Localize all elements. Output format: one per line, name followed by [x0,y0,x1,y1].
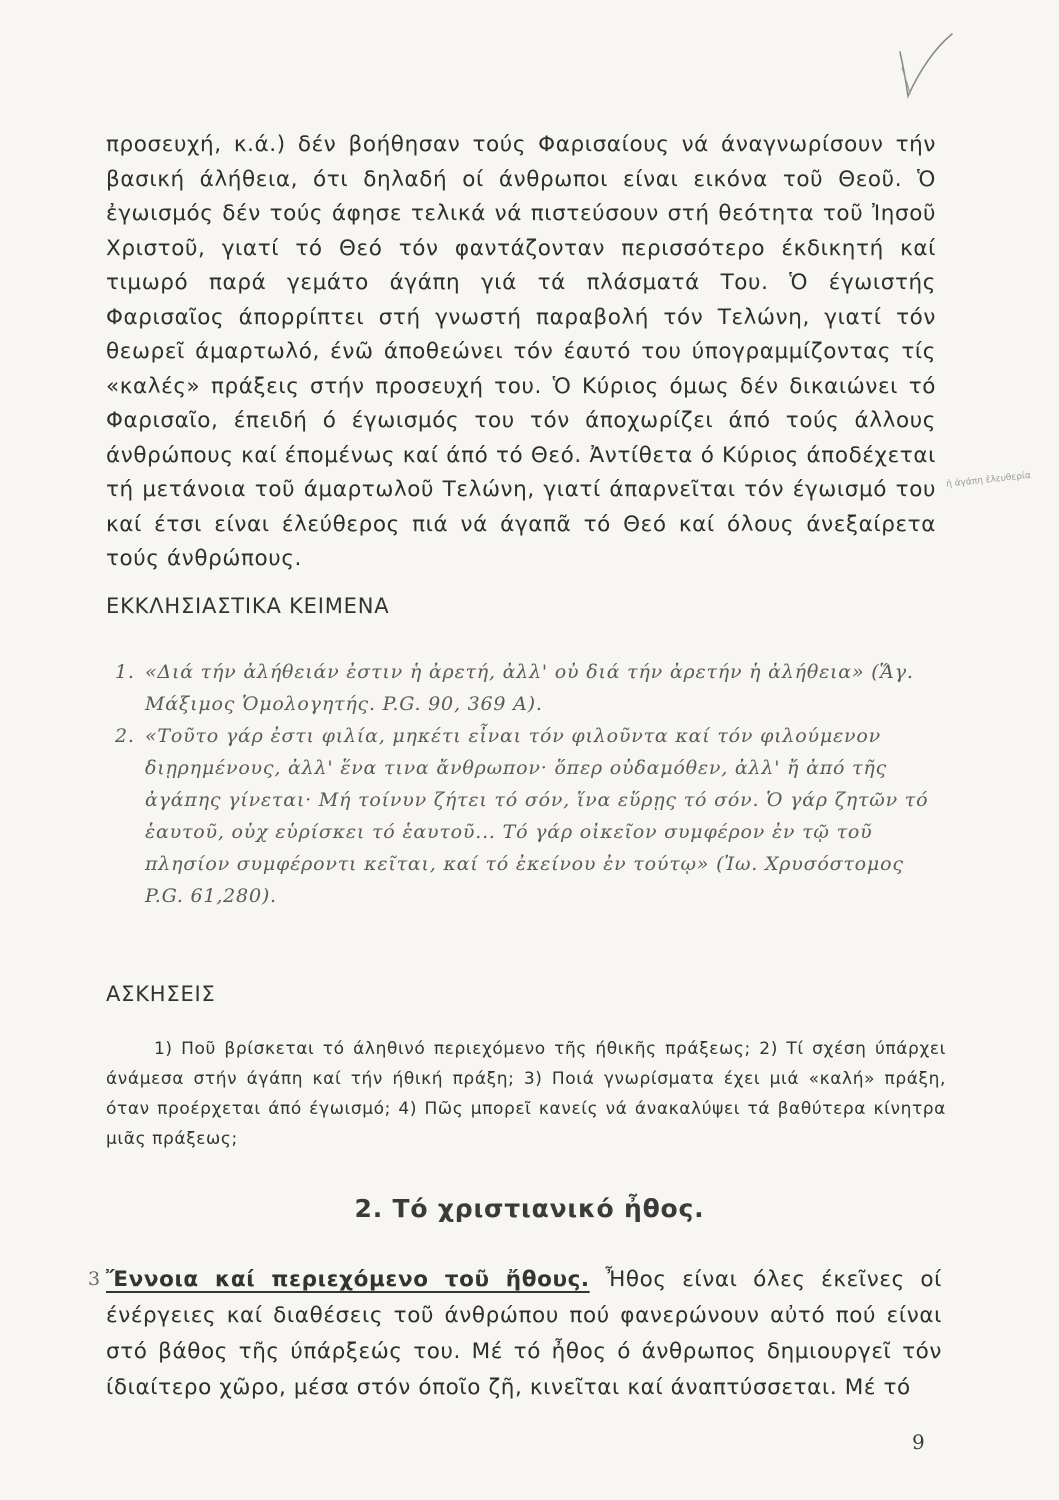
quote-text: «Διά τήν ἀλήθειάν ἐστιν ἡ ἀρετή, ἀλλ' οὐ διά τήν ἀρετήν ἡ ἀλήθεια» (Ἅγ. Μάξιμος Ὁμολογητής. P.G. 90, 369 Α). [145,661,914,715]
quote-number: 1. [115,661,135,683]
ethos-term: Ἔννοια καί περιεχόμενο τοῦ ἤθους. [106,1267,590,1292]
quote-text: «Τοῦτο γάρ ἐστι φιλία, μηκέτι εἶναι τόν φιλοῦντα καί τόν φιλούμενον διῃρημένους, ἀλλ' ἕνα τινα ἄνθρωπον· ὅπερ οὐδαμόθεν, ἀλλ' ἤ ἀπό τῆς ἀγάπης γίνεται· Μή τοίνυν ζήτει τό σόν, ἵνα εὕρῃς τό σόν. Ὁ γάρ ζητῶν τό ἑαυτοῦ, οὐχ εὑρίσκει τό ἑαυτοῦ... Τό γάρ οἰκεῖον συμφέρον ἐν τῷ τοῦ πλησίον συμφέροντι κεῖται, καί τό ἐκείνου ἐν τούτῳ» (Ἰω. Χρυσόστομος P.G. 61,280). [145,725,929,907]
chapter-title: 2. Τό χριστιανικό ἦθος. [354,1194,705,1223]
intro-paragraph: προσευχή, κ.ά.) δέν βοήθησαν τούς Φαρισαίους νά άναγνωρίσουν τήν βασική άλήθεια, ότι δηλαδή οί άνθρωποι είναι εικόνα τοῦ Θεοῦ. Ὁ ἐγωισμός δέν τούς άφησε τελικά νά πιστεύσουν στή θεότητα τοῦ Ἰησοῦ Χριστοῦ, γιατί τό Θεό τόν φαντάζονταν περισσότερο έκδικητή καί τιμωρό παρά γεμάτο άγάπη γιά τά πλάσματά Του. Ὁ έγωιστής Φαρισαῖος άπορρίπτει στή γνωστή παραβολή τόν Τελώνη, γιατί τόν θεωρεῖ άμαρτωλό, ένῶ άποθεώνει τόν έαυτό του ύπογραμμίζοντας τίς «καλές» πράξεις στήν προσευχή του. Ὁ Κύριος όμως δέν δικαιώνει τό Φαρισαῖο, έπειδή ό έγωισμός του τόν άποχωρίζει άπό τούς άλλους άνθρώπους καί έπομένως καί άπό τό Θεό. Ἀντίθετα ό Κύριος άποδέχεται τή μετάνοια τοῦ άμαρτωλοῦ Τελώνη, γιατί άπαρνεῖται τόν έγωισμό του καί έτσι είναι έλεύθερος πιά νά άγαπᾶ τό Θεό καί όλους άνεξαίρετα τούς άνθρώπους. [106,132,936,571]
quote-number: 2. [115,725,135,747]
exercises-heading: ΑΣΚΗΣΕΙΣ [106,982,216,1006]
handwritten-margin-number: 3 [88,1268,101,1290]
checkmark-annotation-icon [890,30,960,100]
church-texts-heading: ΕΚΚΛΗΣΙΑΣΤΙΚΑ ΚΕΙΜΕΝΑ [106,594,390,618]
quote-list [115,656,940,912]
ethos-paragraph [106,1262,942,1406]
exercises-text: 1) Ποῦ βρίσκεται τό άληθινό περιεχόμενο τῆς ήθικῆς πράξεως; 2) Τί σχέση ύπάρχει άνάμεσα στήν άγάπη καί τήν ήθική πράξη; 3) Ποιά γνωρίσματα έχει μιά «καλή» πράξη, όταν προέρχεται άπό έγωισμό; 4) Πῶς μπορεῖ κανείς νά άνακαλύψει τά βαθύτερα κίνητρα μιᾶς πράξεως; [106,1039,946,1149]
handwritten-side-note: ἡ ἀγάπη ἐλευθερία [945,470,1032,490]
quote-item [115,656,940,720]
quote-item [115,720,940,912]
ethos-text: Ἦθος είναι όλες έκεῖνες οί ένέργειες καί διαθέσεις τοῦ άνθρώπου πού φανερώνουν αὐτό πού είναι στό βάθος τῆς ύπάρξεώς του. Μέ τό ἦθος ό άνθρωπος δημιουργεῖ τόν ίδιαίτερο χῶρο, μέσα στόν όποῖο ζῆ, κινεῖται καί άναπτύσσεται. Μέ τό [106,1267,942,1400]
page-number: 9 [912,1430,925,1454]
